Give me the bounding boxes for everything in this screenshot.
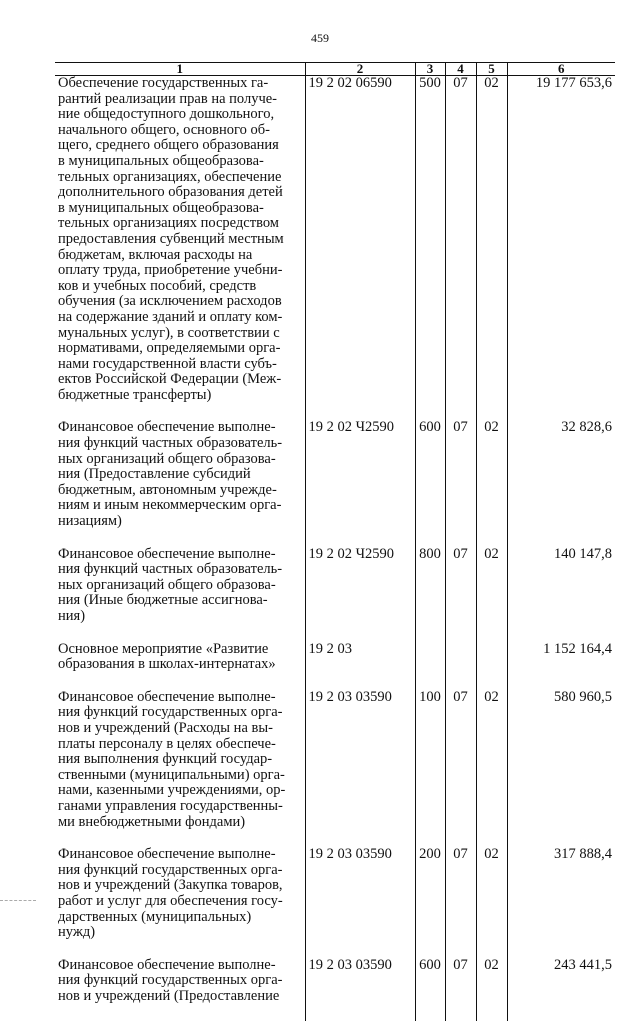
budget-code: 19 2 02 Ч2590 [305, 420, 415, 546]
section-code: 07 [445, 76, 476, 421]
expense-name [55, 76, 305, 421]
expense-name-line: нормативами, определяемыми орга- [58, 340, 281, 357]
expense-name-line: нов и учреждений (Расходы на вы- [58, 719, 273, 736]
header-col-1: 1 [55, 63, 305, 76]
amount-value: 580 960,5 [507, 690, 615, 847]
budget-code: 19 2 03 03590 [305, 958, 415, 1021]
expense-name [55, 420, 305, 546]
expense-name-line: нужд) [58, 924, 96, 941]
expense-name-line: ственными (муниципальными) орга- [58, 766, 285, 783]
table-row [55, 420, 615, 546]
expense-name-line: щего, среднего общего образования [58, 137, 279, 154]
table-row [55, 547, 615, 642]
expense-name-line: на содержание зданий и оплату ком- [58, 308, 283, 325]
page-number: 459 [311, 31, 329, 45]
expense-name-line: в муниципальных общеобразова- [58, 199, 264, 216]
expense-name-line: обучения (за исключением расходов [58, 293, 282, 310]
expense-name-line: Финансовое обеспечение выполне- [58, 545, 276, 562]
subsection-code: 02 [476, 690, 507, 847]
expense-name [55, 547, 305, 642]
amount-value: 317 888,4 [507, 847, 615, 958]
subsection-code: 02 [476, 76, 507, 421]
budget-code: 19 2 03 03590 [305, 847, 415, 958]
header-col-2: 2 [305, 63, 415, 76]
expense-name-line: нов и учреждений (Предоставление [58, 987, 280, 1004]
expense-type-code: 600 [415, 420, 445, 546]
expense-name-line: оплату труда, приобретение учебни- [58, 262, 283, 279]
section-code: 07 [445, 690, 476, 847]
subsection-code: 02 [476, 847, 507, 958]
table-row [55, 847, 615, 958]
budget-code: 19 2 03 03590 [305, 690, 415, 847]
expense-name-line: начального общего, основного об- [58, 121, 270, 138]
expense-name-line: ков и учебных пособий, средств [58, 277, 257, 294]
table-row [55, 690, 615, 847]
section-code: 07 [445, 847, 476, 958]
section-code [445, 642, 476, 690]
budget-code: 19 2 02 Ч2590 [305, 547, 415, 642]
expense-name-line: ми внебюджетными фондами) [58, 813, 246, 830]
expense-type-code: 500 [415, 76, 445, 421]
expense-name-line: ния (Иные бюджетные ассигнова- [58, 592, 268, 609]
amount-value: 32 828,6 [507, 420, 615, 546]
expense-name-line: бюджетам, включая расходы на [58, 246, 253, 263]
expense-name-line: бюджетным, автономным учрежде- [58, 481, 277, 498]
expense-name-line: дополнительного образования детей [58, 184, 283, 201]
expense-name-line: Финансовое обеспечение выполне- [58, 846, 276, 863]
amount-value: 140 147,8 [507, 547, 615, 642]
expense-name-line: Финансовое обеспечение выполне- [58, 688, 276, 705]
table-row [55, 958, 615, 1021]
expense-name-line: ния функций государственных орга- [58, 972, 283, 989]
expense-name-line: нами, казенными учреждениями, ор- [58, 782, 286, 799]
section-code: 07 [445, 420, 476, 546]
expense-name-line: ектов Российской Федерации (Меж- [58, 371, 282, 388]
amount-value: 1 152 164,4 [507, 642, 615, 690]
expense-name-line: ганами управления государственны- [58, 797, 283, 814]
expense-name-line: ниям и иным некоммерческим орга- [58, 497, 282, 514]
expense-name-line: в муниципальных общеобразова- [58, 152, 264, 169]
expense-name-line: мунальных услуг), в соответствии с [58, 324, 280, 341]
expense-name-line: ных организаций общего образова- [58, 576, 276, 593]
expense-name-line: ния выполнения функций государ- [58, 751, 273, 768]
scan-edge-mark [0, 900, 36, 901]
expense-name-line: дарственных (муниципальных) [58, 908, 252, 925]
expense-name-line: ния функций частных образователь- [58, 561, 283, 578]
header-col-6: 6 [507, 63, 615, 76]
budget-code: 19 2 02 06590 [305, 76, 415, 421]
expense-name-line: бюджетные трансферты) [58, 386, 212, 403]
header-col-5: 5 [476, 63, 507, 76]
expense-name-line: рантий реализации прав на получе- [58, 90, 278, 107]
subsection-code: 02 [476, 420, 507, 546]
expense-name-line: ния) [58, 608, 86, 624]
amount-value: 19 177 653,6 [507, 76, 615, 421]
table-row [55, 76, 615, 421]
expense-name-line: предоставления субвенций местным [58, 230, 284, 247]
section-code: 07 [445, 547, 476, 642]
header-row [55, 63, 615, 76]
expense-name-line: нами государственной власти субъ- [58, 355, 277, 372]
table-row [55, 642, 615, 690]
expense-type-code [415, 642, 445, 690]
expense-type-code: 800 [415, 547, 445, 642]
expense-name-line: тельных организациях, обеспечение [58, 168, 282, 185]
expense-name-line: ных организаций общего образова- [58, 450, 276, 467]
expense-name-line: ния функций государственных орга- [58, 861, 283, 878]
expense-name-line: ния функций государственных орга- [58, 704, 283, 721]
header-col-3: 3 [415, 63, 445, 76]
expense-name-line: нов и учреждений (Закупка товаров, [58, 877, 283, 894]
expense-name-line: Основное мероприятие «Развитие [58, 640, 269, 657]
section-code: 07 [445, 958, 476, 1021]
amount-value: 243 441,5 [507, 958, 615, 1021]
expense-name-line: ния (Предоставление субсидий [58, 466, 251, 483]
expense-type-code: 100 [415, 690, 445, 847]
expense-type-code: 600 [415, 958, 445, 1021]
expense-name-line: Финансовое обеспечение выполне- [58, 419, 276, 436]
subsection-code: 02 [476, 958, 507, 1021]
expense-name-line: тельных организациях посредством [58, 215, 279, 232]
expense-name-line: образования в школах-интернатах» [58, 656, 276, 673]
expense-name-line: Обеспечение государственных га- [58, 75, 269, 91]
expense-name [55, 642, 305, 690]
budget-table [55, 62, 615, 1021]
expense-name-line: ние общедоступного дошкольного, [58, 106, 275, 123]
header-col-4: 4 [445, 63, 476, 76]
expense-name-line: работ и услуг для обеспечения госу- [58, 892, 283, 909]
budget-code: 19 2 03 [305, 642, 415, 690]
subsection-code: 02 [476, 547, 507, 642]
expense-name-line: Финансовое обеспечение выполне- [58, 956, 276, 973]
subsection-code [476, 642, 507, 690]
expense-name-line: низациям) [58, 513, 122, 530]
expense-name [55, 847, 305, 958]
expense-name-line: ния функций частных образователь- [58, 435, 283, 452]
expense-name [55, 958, 305, 1021]
expense-name-line: платы персоналу в целях обеспече- [58, 735, 276, 752]
expense-type-code: 200 [415, 847, 445, 958]
expense-name [55, 690, 305, 847]
